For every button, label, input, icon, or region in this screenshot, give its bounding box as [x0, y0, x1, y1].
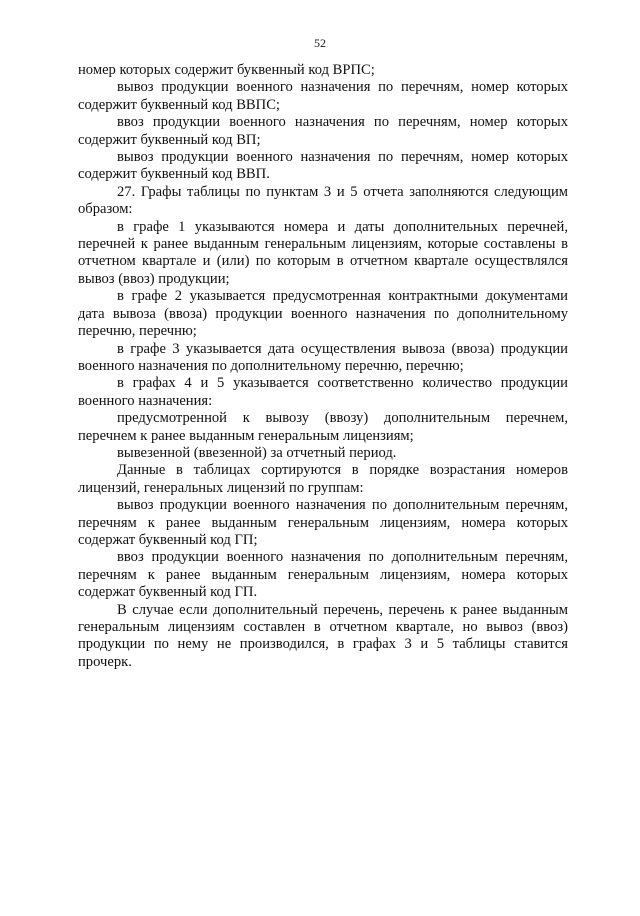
- paragraph: ввоз продукции военного назначения по перечням, номер которых содержит буквенный код ВП;: [78, 114, 568, 148]
- paragraph: ввоз продукции военного назначения по дополнительным перечням, перечням к ранее выданным генеральным лицензиям, номера которых содержат буквенный код ГП.: [78, 549, 568, 601]
- paragraph: В случае если дополнительный перечень, перечень к ранее выданным генеральным лицензиям составлен в отчетном квартале, но вывоз (ввоз) продукции по нему не производился, в графах 3 и 5 таблицы ставится прочерк.: [78, 601, 568, 670]
- paragraph: вывоз продукции военного назначения по перечням, номер которых содержит буквенный код ВВПС;: [78, 79, 568, 113]
- paragraph-item-27: 27. Графы таблицы по пунктам 3 и 5 отчета заполняются следующим образом:: [78, 183, 568, 218]
- paragraph-continuation: номер которых содержит буквенный код ВРПС;: [78, 62, 375, 78]
- paragraph: в графе 2 указывается предусмотренная контрактными документами дата вывоза (ввоза) продукции военного назначения по дополнительному перечню, перечню;: [78, 288, 568, 340]
- paragraph: в графах 4 и 5 указывается соответственно количество продукции военного назначения:: [78, 375, 568, 409]
- paragraph: вывоз продукции военного назначения по перечням, номер которых содержит буквенный код ВВП.: [78, 149, 568, 183]
- paragraph: в графе 3 указывается дата осуществления вывоза (ввоза) продукции военного назначения по дополнительному перечню, перечню;: [78, 340, 568, 374]
- paragraph: Данные в таблицах сортируются в порядке возрастания номеров лицензий, генеральных лицензий по группам:: [78, 462, 568, 496]
- document-body: [78, 62, 568, 671]
- paragraph: вывезенной (ввезенной) за отчетный период.: [117, 444, 397, 461]
- paragraph: в графе 1 указываются номера и даты дополнительных перечней, перечней к ранее выданным генеральным лицензиям, которые составлены в отчетном квартале и (или) по которым в отчетном квартале осуществлялся вывоз (ввоз) продукции;: [78, 218, 568, 287]
- paragraph: вывоз продукции военного назначения по дополнительным перечням, перечням к ранее выданным генеральным лицензиям, номера которых содержат буквенный код ГП;: [78, 497, 568, 548]
- paragraph: предусмотренной к вывозу (ввозу) дополнительным перечнем, перечнем к ранее выданным генеральным лицензиям;: [78, 410, 568, 444]
- page-number: 52: [314, 36, 326, 50]
